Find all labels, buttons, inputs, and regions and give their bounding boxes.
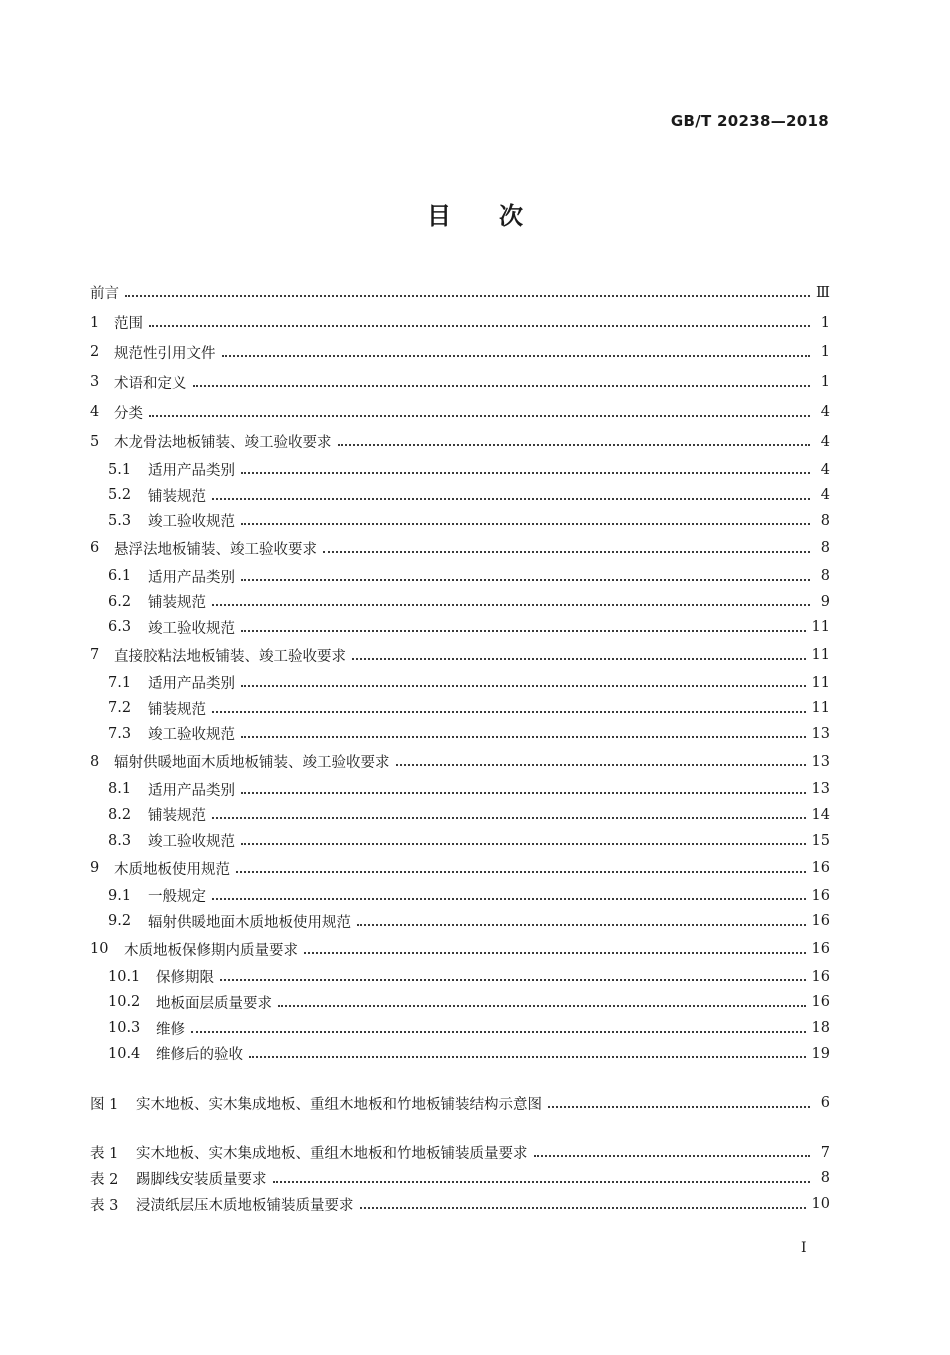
toc-entry[interactable] [90,589,830,615]
toc-entry-label: 适用产品类别 [148,676,235,693]
toc-entry-label: 术语和定义 [114,375,187,392]
toc-leader-dots [212,816,806,819]
toc-entry[interactable] [90,367,830,397]
toc-leader-dots [212,710,806,713]
toc-entry-page: 4 [820,461,830,478]
toc-entry-label: 范围 [114,316,143,333]
toc-entry-label: 直接胶粘法地板铺装、竣工验收要求 [114,648,346,665]
toc-entry-page: 1 [820,374,830,391]
toc-entry[interactable] [90,990,830,1016]
toc-entry-number: 表 1 [90,1146,119,1163]
toc-entry-number: 5.2 [108,487,132,504]
toc-entry-label: 木质地板保修期内质量要求 [124,942,298,959]
toc-entry-number: 10.2 [108,994,141,1011]
toc-entry-label: 分类 [114,405,143,422]
toc-entry-label: 踢脚线安装质量要求 [136,1171,267,1188]
toc-entry-page: 11 [811,647,830,664]
toc-entry-label: 木龙骨法地板铺装、竣工验收要求 [114,435,332,452]
toc-entry-number: 9.2 [108,913,132,930]
toc-entry-number: 9.1 [108,887,132,904]
toc-entry-label: 浸渍纸层压木质地板铺装质量要求 [136,1197,354,1214]
toc-entry-number: 6.2 [108,593,132,610]
toc-leader-dots [357,923,806,926]
toc-entry-number: 表 3 [90,1197,119,1214]
toc-entry-number: 8 [90,753,100,770]
toc-leader-dots [212,603,810,606]
toc-entry-page: 13 [811,725,830,742]
toc-entry-page: 4 [820,433,830,450]
toc-entry-number: 4 [90,404,100,421]
toc-entry-page: 1 [820,344,830,361]
toc-entry[interactable] [90,1166,830,1192]
toc-entry[interactable] [90,534,830,564]
toc-entry-label: 保修期限 [156,970,214,987]
toc-entry-number: 6 [90,540,100,557]
toc-entry[interactable] [90,1140,830,1166]
toc-entry[interactable] [90,308,830,338]
toc-entry-page: 13 [811,781,830,798]
toc-leader-dots [278,1004,806,1007]
toc-entry-number: 10.4 [108,1045,141,1062]
toc-entry-number: 表 2 [90,1171,119,1188]
toc-entry[interactable] [90,1191,830,1217]
toc-entry-page: 4 [820,404,830,421]
toc-leader-dots [396,763,806,766]
toc-entry-page: 8 [820,568,830,585]
toc-entry[interactable] [90,883,830,909]
toc-leader-dots [323,550,810,553]
toc-entry[interactable] [90,721,830,747]
toc-entry-label: 一般规定 [148,889,206,906]
toc-entry-page: 1 [820,314,830,331]
toc-entry-label: 实木地板、实木集成地板、重组木地板和竹地板铺装质量要求 [136,1146,528,1163]
toc-entry[interactable] [90,640,830,670]
toc-entry-label: 前言 [90,286,119,303]
toc-entry[interactable] [90,853,830,883]
toc-leader-dots [241,735,806,738]
toc-entry-label: 地板面层质量要求 [156,995,272,1012]
toc-entry-label: 适用产品类别 [148,569,235,586]
toc-leader-dots [241,522,810,525]
toc-entry-label: 竣工验收规范 [148,834,235,850]
toc-entry-page: 11 [811,700,830,717]
toc-entry[interactable] [90,934,830,964]
toc-entry[interactable] [90,964,830,990]
toc-leader-dots [241,684,806,687]
toc-entry-label: 铺装规范 [148,595,206,612]
toc-entry-page: 7 [820,1144,830,1161]
toc-entry-number: 1 [90,314,100,331]
toc-entry[interactable] [90,457,830,483]
toc-entry-page: 11 [811,674,830,691]
toc-entry-number: 7 [90,647,100,664]
toc-entry-label: 竣工验收规范 [148,727,235,744]
toc-entry-label: 辐射供暖地面木质地板使用规范 [148,914,351,931]
toc-entry-page: 10 [811,1196,830,1213]
toc-entry-number: 7.2 [108,700,132,717]
toc-entry-label: 维修 [156,1021,185,1038]
toc-entry[interactable] [90,397,830,427]
toc-entry-number: 7.1 [108,674,132,691]
toc-entry-page: 19 [811,1045,830,1062]
toc-leader-dots [352,657,806,660]
toc-entry-page: 9 [820,593,830,610]
toc-leader-dots [241,471,810,474]
page-number: I [801,1240,807,1256]
toc-entry-number: 10.1 [108,968,141,985]
toc-entry[interactable] [90,696,830,722]
toc-entry-number: 7.3 [108,725,132,742]
toc-leader-dots [220,978,806,981]
toc-entry[interactable] [90,670,830,696]
toc-leader-dots [241,842,806,845]
toc-entry[interactable] [90,482,830,508]
toc-entry-page: 18 [811,1020,830,1037]
toc-entry-label: 铺装规范 [148,488,206,505]
toc-leader-dots [273,1180,811,1183]
toc-entry[interactable] [90,777,830,803]
toc-entry-label: 规范性引用文件 [114,345,216,362]
toc-entry-page: 16 [811,941,830,958]
toc-entry-page: 15 [811,832,830,849]
toc-entry-label: 竣工验收规范 [148,620,235,637]
toc-entry-label: 铺装规范 [148,808,206,825]
toc-entry[interactable] [90,278,830,308]
toc-leader-dots [249,1055,806,1058]
toc-entry-label: 铺装规范 [148,701,206,718]
toc-entry[interactable] [90,338,830,368]
toc-entry-number: 6.1 [108,568,132,585]
toc-entry-page: 13 [811,753,830,770]
toc-leader-dots [236,870,806,873]
toc-entry[interactable] [90,1041,830,1067]
table-of-contents [90,278,830,1217]
toc-entry[interactable] [90,1090,830,1116]
toc-leader-dots [193,384,811,387]
toc-entry-page: 16 [811,887,830,904]
toc-entry-number: 8.2 [108,806,132,823]
toc-entry-page: 11 [811,619,830,636]
toc-leader-dots [241,578,810,581]
toc-entry[interactable] [90,747,830,777]
toc-leader-dots [360,1206,806,1209]
toc-leader-dots [212,497,810,500]
page-title: 目次 [427,202,571,230]
toc-entry[interactable] [90,508,830,534]
toc-entry-page: 6 [820,1095,830,1112]
toc-leader-dots [548,1105,810,1108]
toc-entry-number: 5.1 [108,461,132,478]
toc-entry-page: 16 [811,860,830,877]
toc-leader-dots [212,897,806,900]
toc-leader-dots [222,354,811,357]
toc-entry-page: 16 [811,968,830,985]
toc-entry-label: 适用产品类别 [148,463,235,480]
toc-entry[interactable] [90,909,830,935]
toc-entry-label: 实木地板、实木集成地板、重组木地板和竹地板铺装结构示意图 [136,1096,542,1113]
toc-entry-number: 3 [90,374,100,391]
toc-leader-dots [125,294,810,297]
toc-leader-dots [191,1030,806,1033]
toc-entry-number: 10 [90,941,109,958]
toc-entry-number: 8.1 [108,781,132,798]
toc-entry-page: 8 [820,512,830,529]
toc-entry-number: 图 1 [90,1096,119,1113]
standard-code: GB/T 20238—2018 [670,112,829,130]
toc-entry-page: 16 [811,994,830,1011]
toc-entry-number: 8.3 [108,832,132,849]
toc-entry-number: 5.3 [108,512,132,529]
toc-entry-label: 维修后的验收 [156,1047,243,1064]
toc-entry-number: 6.3 [108,619,132,636]
toc-entry-label: 竣工验收规范 [148,514,235,531]
toc-leader-dots [241,629,806,632]
toc-entry-number: 2 [90,344,100,361]
toc-entry-number: 9 [90,860,100,877]
toc-leader-dots [149,414,810,417]
toc-entry-page: 8 [820,1170,830,1187]
toc-entry-page: 8 [820,540,830,557]
toc-entry[interactable] [90,828,830,854]
toc-entry[interactable] [90,427,830,457]
toc-leader-dots [338,443,811,446]
toc-entry-number: 10.3 [108,1020,141,1037]
toc-leader-dots [304,951,806,954]
toc-leader-dots [149,324,810,327]
toc-entry-label: 适用产品类别 [148,782,235,799]
toc-entry-page: 14 [811,806,830,823]
toc-entry[interactable] [90,1015,830,1041]
toc-entry-label: 木质地板使用规范 [114,861,230,878]
toc-leader-dots [534,1154,811,1157]
toc-entry-label: 辐射供暖地面木质地板铺装、竣工验收要求 [114,755,390,772]
toc-entry-number: 5 [90,433,100,450]
toc-entry-page: 16 [811,913,830,930]
toc-entry[interactable] [90,802,830,828]
toc-entry[interactable] [90,563,830,589]
toc-entry-page: Ⅲ [816,284,830,301]
toc-entry-label: 悬浮法地板铺装、竣工验收要求 [114,541,317,558]
toc-entry-page: 4 [820,487,830,504]
toc-leader-dots [241,791,806,794]
toc-entry[interactable] [90,615,830,641]
